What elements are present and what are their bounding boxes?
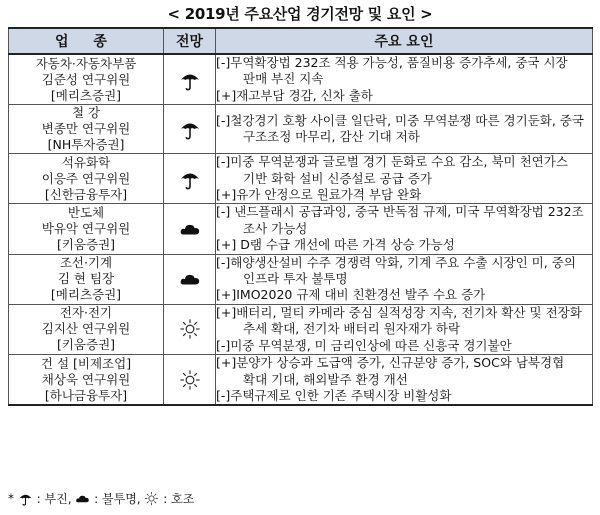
legend-bad-label: : 부진, xyxy=(36,492,72,506)
legend-prefix: * xyxy=(8,491,14,506)
sun-icon xyxy=(179,319,201,338)
factor-line: [-]철강경기 호황 사이클 일단락, 미중 무역분쟁 따른 경기둔화, 중국 구조조정 마무리, 감산 기대 저하 xyxy=(216,112,584,145)
header-sector: 업 종 xyxy=(9,28,164,54)
sector-name: 반도체 xyxy=(67,205,105,221)
factor-line: [+]유가 안정으로 원료가격 부담 완화 xyxy=(216,187,422,203)
firm-name: [하나금융투자] xyxy=(44,387,128,403)
legend-good-label: : 호조 xyxy=(163,492,195,506)
factor-line: [+]배터리, 멀티 카메라 중심 실적성장 지속, 전기차 확산 및 전장화 추세 확대, 전기차 배터리 원자재가 하락 xyxy=(216,304,582,337)
factor-line: [-]주택규제로 인한 기존 주택시장 비활성화 xyxy=(216,387,452,403)
umbrella-icon xyxy=(179,69,201,88)
factor-line: [-]미중 무역분쟁과 글로벌 경기 둔화로 수요 감소, 북미 천연가스 기반 화학 설비 신증설로 공급 증가 xyxy=(216,154,568,186)
outlook-cell xyxy=(164,304,216,354)
factor-line: [-] 낸드플래시 공급과잉, 중국 반독점 규제, 미국 무역확장법 232조 조사 가능성 xyxy=(216,204,584,236)
analyst-name: 김준성 연구위원 xyxy=(41,71,131,87)
outlook-cell xyxy=(164,254,216,304)
sun-icon xyxy=(179,369,201,388)
analyst-name: 박유악 연구위원 xyxy=(41,221,131,237)
outlook-cell xyxy=(164,355,216,406)
analyst-name: 이응주 연구위원 xyxy=(41,170,131,186)
analyst-name: 채상욱 연구위원 xyxy=(41,371,131,387)
outlook-cell xyxy=(164,105,216,154)
factors-cell xyxy=(216,254,593,304)
sector-cell xyxy=(9,304,164,354)
sector-cell xyxy=(9,204,164,254)
sector-cell xyxy=(9,254,164,304)
sector-name: 조선·기계 xyxy=(59,255,113,271)
table-row xyxy=(9,355,593,406)
table-row xyxy=(9,105,593,154)
outlook-cell xyxy=(164,54,216,105)
table-row xyxy=(9,254,593,304)
cloud-icon xyxy=(179,269,201,288)
factors-cell xyxy=(216,204,593,254)
analyst-name: 김 현 팀장 xyxy=(57,271,115,287)
outlook-table xyxy=(8,27,593,406)
table-row xyxy=(9,304,593,354)
umbrella-icon xyxy=(18,491,33,505)
firm-name: [NH투자증권] xyxy=(47,137,125,153)
firm-name: [메리츠증권] xyxy=(50,87,122,103)
firm-name: [메리츠증권] xyxy=(50,287,122,303)
header-outlook: 전망 xyxy=(164,28,216,54)
factor-line: [+]IMO2020 규제 대비 친환경선 발주 수요 증가 xyxy=(216,287,486,303)
firm-name: [키움증권] xyxy=(56,237,116,253)
legend-cloudy-label: : 불투명, xyxy=(94,492,141,506)
sector-name: 전자·전기 xyxy=(59,305,113,321)
table-row xyxy=(9,54,593,105)
factors-cell xyxy=(216,304,593,354)
cloud-icon xyxy=(179,219,201,238)
sector-name: 건 설 [비제조업] xyxy=(40,355,132,371)
table-header-row xyxy=(9,28,593,54)
analyst-name: 변종만 연구위원 xyxy=(41,121,131,137)
sector-name: 석유화학 xyxy=(61,154,111,170)
sector-cell xyxy=(9,105,164,154)
firm-name: [키움증권] xyxy=(56,337,116,353)
factors-cell xyxy=(216,54,593,105)
factors-cell xyxy=(216,154,593,204)
umbrella-icon xyxy=(179,168,201,187)
factor-line: [+] D램 수급 개선에 따른 가격 상승 가능성 xyxy=(216,237,455,253)
analyst-name: 김지산 연구위원 xyxy=(41,321,131,337)
factor-line: [-]해양생산설비 수주 경쟁력 악화, 기계 주요 수출 시장인 미, 중의 인프라 투자 불투명 xyxy=(216,254,576,287)
outlook-cell xyxy=(164,204,216,254)
factor-line: [+]분양가 상승과 도급액 증가, 신규분양 증가, SOC와 남북경협 확대 기대, 해외발주 환경 개선 xyxy=(216,355,565,387)
firm-name: [신한금융투자] xyxy=(44,186,128,202)
legend-note xyxy=(8,490,194,507)
outlook-cell xyxy=(164,154,216,204)
umbrella-icon xyxy=(179,119,201,138)
header-factors: 주요 요인 xyxy=(216,28,593,54)
sector-name: 자동차·자동차부품 xyxy=(35,55,137,71)
factor-line: [-]미중 무역분쟁, 미 금리인상에 따른 신흥국 경기불안 xyxy=(216,337,512,353)
table-row xyxy=(9,204,593,254)
table-row xyxy=(9,154,593,204)
cloud-icon xyxy=(75,491,90,505)
sector-cell xyxy=(9,54,164,105)
factor-line: [+]재고부담 경감, 신차 출하 xyxy=(216,87,373,103)
factor-line: [-]무역확장법 232조 적용 가능성, 품질비용 증가추세, 중국 시장 판매 부진 지속 xyxy=(216,55,568,87)
sector-name: 철 강 xyxy=(71,105,101,121)
sun-icon xyxy=(144,491,159,505)
sector-cell xyxy=(9,154,164,204)
factors-cell xyxy=(216,105,593,154)
page-title: < 2019년 주요산업 경기전망 및 요인 > xyxy=(167,5,433,23)
sector-cell xyxy=(9,355,164,406)
factors-cell xyxy=(216,355,593,406)
